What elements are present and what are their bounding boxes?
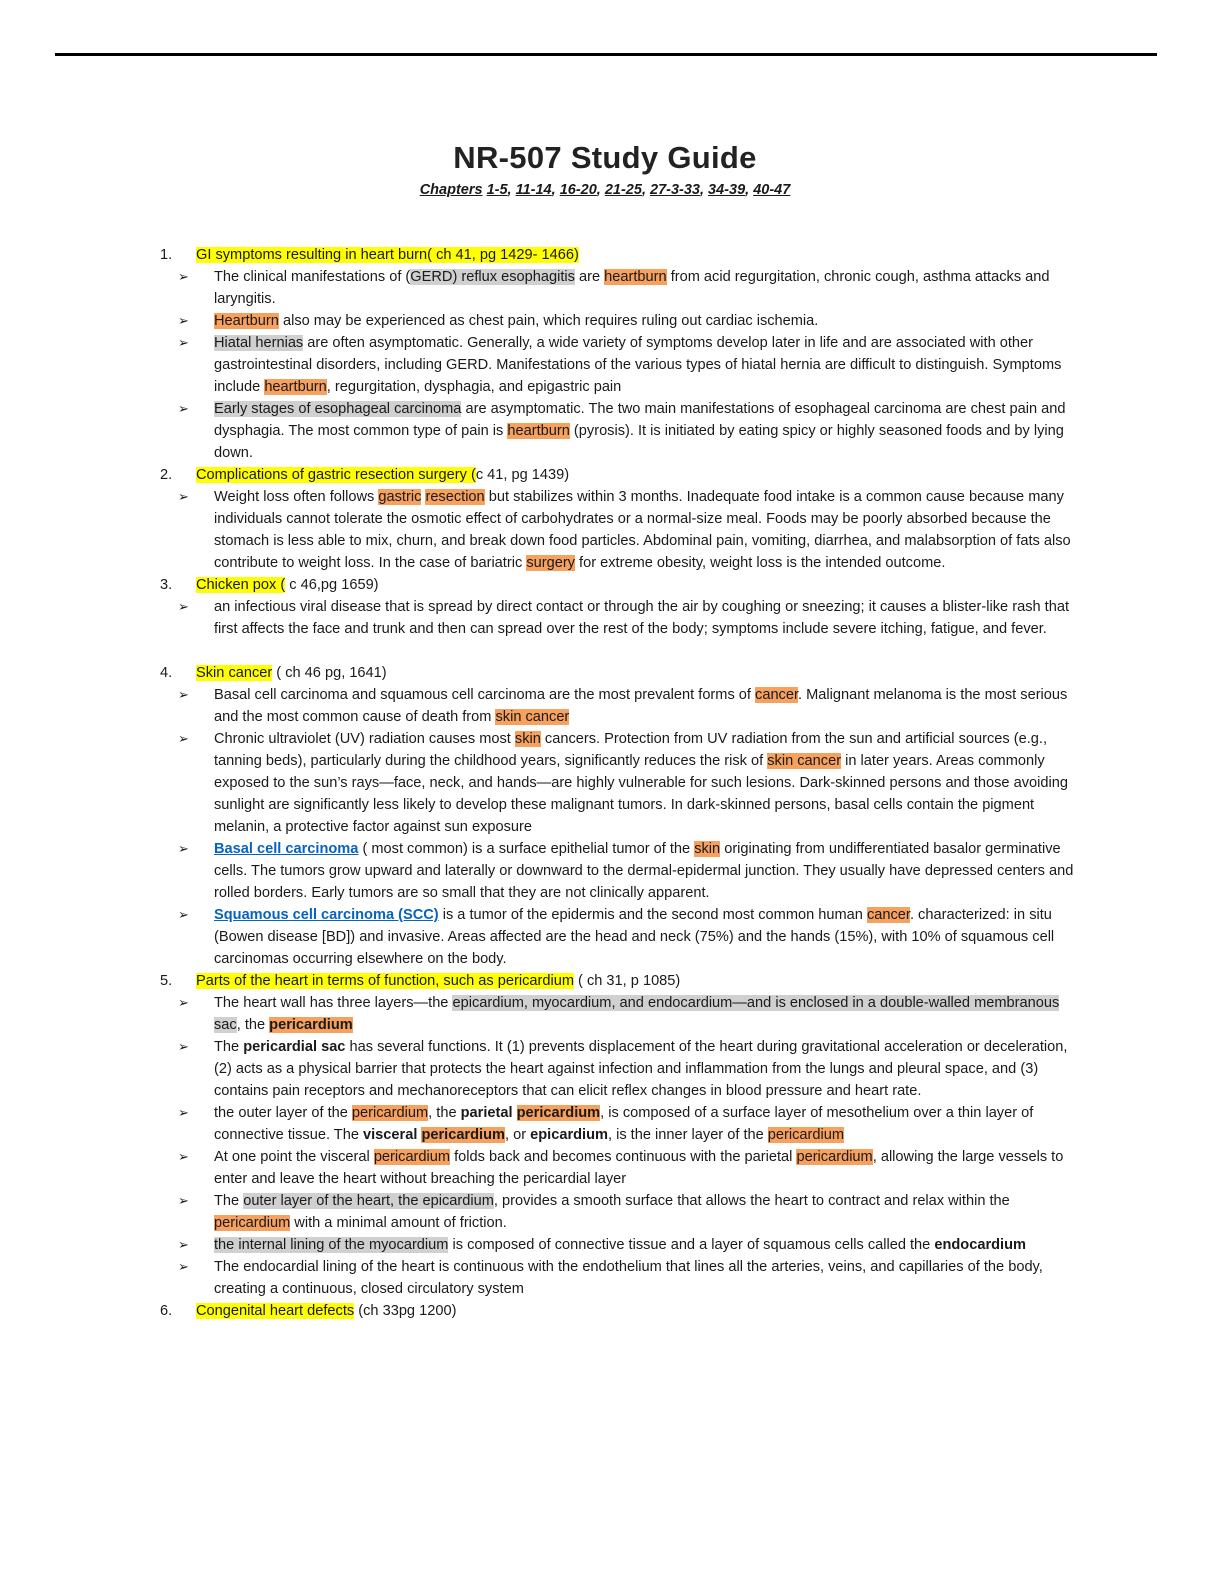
item-text: originating from undifferentiated basalor germinative cells. The tumors grow upward and laterally or downward to the dermal-epidermal junction. They usually have depressed centers and rolled borders. Early tumors are so small that they are not clinically apparent.	[214, 841, 1074, 901]
bold-term: epicardium	[530, 1127, 608, 1143]
item-text: also may be experienced as chest pain, which requires ruling out cardiac ischemia.	[278, 313, 819, 329]
chapter-range: 27-3-33	[650, 182, 700, 198]
item-text: The heart wall has three layers—the	[214, 995, 453, 1011]
item-text: The clinical manifestations of (	[214, 269, 411, 285]
highlighted-term: skin cancer	[495, 709, 570, 725]
arrow-bullet-icon: ➢	[178, 489, 189, 504]
section-heading	[0, 662, 1224, 684]
list-item	[0, 1102, 1224, 1146]
list-item	[0, 838, 1224, 904]
section-title: Parts of the heart in terms of function, such as pericardium	[196, 973, 574, 989]
list-item	[0, 1190, 1224, 1234]
highlighted-term: Heartburn	[214, 313, 279, 329]
item-text: The	[214, 1039, 244, 1055]
list-item	[0, 596, 1224, 640]
item-text: the outer layer of the	[214, 1105, 352, 1121]
item-text: , or	[504, 1127, 531, 1143]
chapters-label: Chapters	[419, 182, 483, 198]
bold-term: endocardium	[934, 1237, 1026, 1253]
item-text: Basal cell carcinoma and squamous cell carcinoma are the most prevalent forms of	[214, 687, 756, 703]
shaded-phrase: the internal lining of the myocardium	[214, 1237, 449, 1253]
section-title: Skin cancer	[196, 665, 273, 681]
chapter-range: 1-5	[486, 182, 508, 198]
arrow-bullet-icon: ➢	[178, 313, 189, 328]
document-title: NR-507 Study Guide	[453, 140, 757, 175]
arrow-bullet-icon: ➢	[178, 1259, 189, 1274]
arrow-bullet-icon: ➢	[178, 841, 189, 856]
highlighted-term: heartburn	[264, 379, 327, 395]
item-text: are asymptomatic. The two main manifestations of esophageal carcinoma are chest pain and dysphagia. The most common type of pain is	[214, 401, 1066, 439]
list-item	[0, 1256, 1224, 1300]
arrow-bullet-icon: ➢	[178, 599, 189, 614]
arrow-bullet-icon: ➢	[178, 995, 189, 1010]
section-number: 2.	[160, 467, 173, 483]
arrow-bullet-icon: ➢	[178, 1237, 189, 1252]
list-item	[0, 904, 1224, 970]
item-text: , the	[236, 1017, 270, 1033]
squamous-cell-carcinoma-link[interactable]: Squamous cell carcinoma (SCC)	[214, 907, 439, 923]
highlighted-term: cancer	[866, 907, 910, 923]
highlighted-term: pericardium	[214, 1215, 291, 1231]
section-number: 1.	[160, 247, 173, 263]
section-heading	[0, 464, 1224, 486]
item-text: The endocardial lining of the heart is continuous with the endothelium that lines all the arteries, veins, and capillaries of the body, creating a continuous, closed circulatory system	[214, 1259, 1043, 1297]
highlighted-term: pericardium	[767, 1127, 845, 1143]
section-reference: c 41, pg 1439)	[475, 467, 570, 483]
item-text: in later years. Areas commonly exposed to the sun’s rays—face, neck, and hands—are highly vulnerable for such lesions. Dark-skinned persons and those avoiding sunlight are significantly less likely to develop these malignant tumors. In dark-skinned persons, basal cells contain the pigment melanin, a protective factor against sun exposure	[214, 753, 1068, 835]
item-text: with a minimal amount of friction.	[290, 1215, 507, 1231]
list-item	[0, 1234, 1224, 1256]
highlighted-term: pericardium	[421, 1127, 505, 1143]
section-heading	[0, 1300, 1224, 1322]
item-text: , provides a smooth surface that allows the heart to contract and relax within the	[493, 1193, 1010, 1209]
item-text: , regurgitation, dysphagia, and epigastric pain	[326, 379, 622, 395]
item-text: ( most common) is a surface epithelial tumor of the	[358, 841, 695, 857]
highlighted-term: resection	[425, 489, 485, 505]
list-item	[0, 728, 1224, 838]
list-item	[0, 310, 1224, 332]
arrow-bullet-icon: ➢	[178, 269, 189, 284]
section-title: Congenital heart defects	[196, 1303, 355, 1319]
top-rule	[55, 53, 1157, 56]
highlighted-term: heartburn	[507, 423, 570, 439]
item-text: from acid regurgitation, chronic cough, asthma attacks and laryngitis.	[214, 269, 1050, 307]
section-number: 6.	[160, 1303, 173, 1319]
section-heading	[0, 244, 1224, 266]
shaded-phrase: epicardium, myocardium, and endocardium—and is enclosed in a double-walled membranous sac	[214, 995, 1060, 1033]
section-number: 4.	[160, 665, 173, 681]
highlighted-term: cancer	[755, 687, 799, 703]
arrow-bullet-icon: ➢	[178, 1193, 189, 1208]
bold-term: parietal	[460, 1105, 513, 1121]
section-number: 3.	[160, 577, 173, 593]
section-heading	[0, 574, 1224, 596]
highlighted-term: surgery	[526, 555, 575, 571]
item-text: is a tumor of the epidermis and the second most common human	[438, 907, 867, 923]
highlighted-term: gastric	[378, 489, 422, 505]
section-reference: c 46,pg 1659)	[285, 577, 379, 593]
section-title: Complications of gastric resection surgery (	[196, 467, 476, 483]
chapter-range: 34-39	[708, 182, 746, 198]
chapter-range: 11-14	[515, 182, 552, 198]
item-text: The	[214, 1193, 244, 1209]
item-text: are often asymptomatic. Generally, a wide variety of symptoms develop later in life and are associated with other gastrointestinal disorders, including GERD. Manifestations of the various types of hiatal hernia are difficult to distinguish. Symptoms include	[214, 335, 1062, 395]
highlighted-term: heartburn	[604, 269, 667, 285]
section-reference: (ch 33pg 1200)	[354, 1303, 457, 1319]
arrow-bullet-icon: ➢	[178, 731, 189, 746]
section-title: Chicken pox (	[196, 577, 286, 593]
item-text: Chronic ultraviolet (UV) radiation causes most	[214, 731, 515, 747]
basal-cell-carcinoma-link[interactable]: Basal cell carcinoma	[214, 841, 359, 857]
section-reference: ( ch 31, p 1085)	[574, 973, 681, 989]
item-text: cancers. Protection from UV radiation from the sun and artificial sources (e.g., tanning beds), particularly during the childhood years, significantly reduces the risk of	[214, 731, 1048, 769]
list-item	[0, 398, 1224, 464]
section-reference: ( ch 46 pg, 1641)	[272, 665, 387, 681]
list-item	[0, 992, 1224, 1036]
shaded-phrase: Hiatal hernias	[214, 335, 304, 351]
arrow-bullet-icon: ➢	[178, 907, 189, 922]
arrow-bullet-icon: ➢	[178, 1149, 189, 1164]
highlighted-term: pericardium	[351, 1105, 429, 1121]
highlighted-term: skin cancer	[767, 753, 842, 769]
bold-term: pericardial sac	[243, 1039, 346, 1055]
list-item	[0, 684, 1224, 728]
item-text: , is the inner layer of the	[607, 1127, 768, 1143]
highlighted-term: pericardium	[516, 1105, 601, 1121]
arrow-bullet-icon: ➢	[178, 1105, 189, 1120]
arrow-bullet-icon: ➢	[178, 335, 189, 350]
item-text: an infectious viral disease that is spread by direct contact or through the air by coughing or sneezing; it causes a blister-like rash that first affects the face and trunk and then can spread over the rest of the body; symptoms include severe itching, fatigue, and fever.	[214, 599, 1070, 637]
highlighted-term: pericardium	[269, 1017, 353, 1033]
shaded-phrase: outer layer of the heart, the epicardium	[243, 1193, 494, 1209]
list-item	[0, 1036, 1224, 1102]
item-text: At one point the visceral	[214, 1149, 374, 1165]
section-number: 5.	[160, 973, 173, 989]
item-text: is composed of connective tissue and a layer of squamous cells called the	[448, 1237, 935, 1253]
shaded-phrase: Early stages of esophageal carcinoma	[214, 401, 462, 417]
item-text: but stabilizes within 3 months. Inadequate food intake is a common cause because many individuals cannot tolerate the osmotic effect of carbohydrates or a normal-size meal. Foods may be poorly absorbed because the stomach is less able to mix, churn, and break down food particles. Abdominal pain, vomiting, diarrhea, and malabsorption of fats also contribute to weight loss. In the case of bariatric	[214, 489, 1071, 571]
blank-line	[0, 640, 1224, 662]
item-text: , is composed of a surface layer of mesothelium over a thin layer of connective tissue. The	[214, 1105, 1034, 1143]
item-text: Weight loss often follows	[214, 489, 379, 505]
bold-term: visceral	[363, 1127, 418, 1143]
item-text: has several functions. It (1) prevents displacement of the heart during gravitational acceleration or deceleration, (2) acts as a physical barrier that protects the heart against infection and inflammation from the lungs and pleural space, and (3) contains pain receptors and mechanoreceptors that can elicit reflex changes in blood pressure and heart rate.	[214, 1039, 1068, 1099]
item-text: (pyrosis). It is initiated by eating spicy or highly seasoned foods and by lying down.	[214, 423, 1064, 461]
list-item	[0, 486, 1224, 574]
arrow-bullet-icon: ➢	[178, 401, 189, 416]
item-text: . characterized: in situ (Bowen disease [BD]) and invasive. Areas affected are the head and neck (75%) and the hands (15%), with 10% of squamous cell carcinomas occurring elsewhere on the body.	[214, 907, 1055, 967]
item-text: folds back and becomes continuous with the parietal	[450, 1149, 797, 1165]
section-title: GI symptoms resulting in heart burn( ch 41, pg 1429- 1466)	[196, 247, 579, 263]
list-item	[0, 332, 1224, 398]
arrow-bullet-icon: ➢	[178, 1039, 189, 1054]
study-guide-body	[0, 244, 1224, 1322]
highlighted-term: skin	[694, 841, 721, 857]
item-text: , allowing the large vessels to enter and leave the heart without breaching the pericardial layer	[214, 1149, 1064, 1187]
chapter-range: 16-20	[559, 182, 597, 198]
section-heading	[0, 970, 1224, 992]
list-item	[0, 266, 1224, 310]
item-text: are	[574, 269, 605, 285]
highlighted-term: skin	[514, 731, 541, 747]
item-text: . Malignant melanoma is the most serious and the most common cause of death from	[214, 687, 1068, 725]
shaded-phrase: GERD) reflux esophagitis	[410, 269, 575, 285]
item-text: for extreme obesity, weight loss is the intended outcome.	[574, 555, 946, 571]
list-item	[0, 1146, 1224, 1190]
highlighted-term: pericardium	[373, 1149, 451, 1165]
item-text: , the	[428, 1105, 461, 1121]
chapters-line: Chapters 1-5, 11-14, 16-20, 21-25, 27-3-33, 34-39, 40-47	[419, 182, 791, 198]
chapter-range: 40-47	[753, 182, 791, 198]
chapter-range: 21-25	[604, 182, 642, 198]
arrow-bullet-icon: ➢	[178, 687, 189, 702]
highlighted-term: pericardium	[796, 1149, 873, 1165]
